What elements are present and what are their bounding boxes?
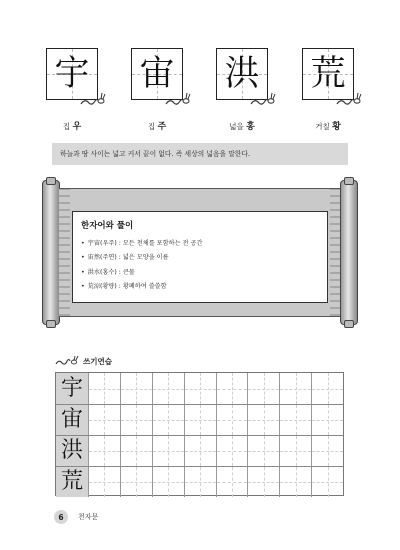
glossary-title: 한자어와 풀이 xyxy=(81,221,134,231)
page-number: 6 xyxy=(54,510,68,524)
practice-row xyxy=(56,435,343,466)
practice-row xyxy=(56,466,343,497)
rabbit-brush-icon xyxy=(164,92,192,108)
reading-meaning: 집 xyxy=(147,122,156,131)
glossary-item: • 宇宙(우주) : 모든 천체를 포함하는 전 공간 xyxy=(81,238,319,247)
glossary-item: • 洪水(홍수) : 큰물 xyxy=(81,267,319,276)
reading-1 xyxy=(42,119,102,132)
practice-heading xyxy=(55,354,112,368)
practice-blank-cell xyxy=(279,436,311,466)
practice-blank-cell xyxy=(247,467,279,497)
glossary-item: • 宙然(주연) : 넓은 모양을 이름 xyxy=(81,252,319,261)
hanja-char: 宇 xyxy=(54,53,90,94)
practice-blank-cell xyxy=(216,467,248,497)
practice-blank-cell xyxy=(247,405,279,435)
reading-sound: 황 xyxy=(332,122,341,132)
practice-blank-cell xyxy=(311,373,343,404)
practice-title: 쓰기연습 xyxy=(83,356,112,366)
page-footer xyxy=(54,510,98,524)
practice-blank-cell xyxy=(152,373,184,404)
practice-blank-cell xyxy=(120,405,152,435)
reading-meaning: 거칠 xyxy=(315,122,330,131)
practice-grid xyxy=(55,372,344,496)
reading-sound: 홍 xyxy=(246,122,255,132)
glossary-panel xyxy=(72,211,328,303)
practice-model-cell xyxy=(56,436,88,466)
hanja-char: 洪 xyxy=(224,53,260,94)
rabbit-brush-icon xyxy=(335,92,363,108)
practice-blank-cell xyxy=(120,467,152,497)
reading-sound: 우 xyxy=(72,122,82,132)
scroll-roller-left xyxy=(42,180,60,325)
practice-blank-cell xyxy=(216,405,248,435)
hanja-readings xyxy=(46,119,354,133)
practice-blank-cell xyxy=(279,373,311,404)
practice-row xyxy=(56,373,343,404)
scroll-frame xyxy=(42,180,358,325)
hanja-char: 荒 xyxy=(310,53,346,94)
practice-blank-cell xyxy=(216,436,248,466)
reading-3 xyxy=(212,119,272,132)
hanja-card-1 xyxy=(46,48,98,100)
practice-blank-cell xyxy=(120,436,152,466)
practice-model-char: 洪 xyxy=(60,438,83,463)
practice-model-cell xyxy=(56,467,88,497)
practice-blank-cell xyxy=(279,405,311,435)
practice-blank-cell xyxy=(184,467,216,497)
practice-blank-cell xyxy=(152,467,184,497)
glossary-list xyxy=(81,238,319,290)
practice-blank-cell xyxy=(311,405,343,435)
practice-blank-cell xyxy=(120,373,152,404)
practice-blank-cell xyxy=(216,373,248,404)
practice-blank-cell xyxy=(184,405,216,435)
rabbit-brush-icon xyxy=(249,92,277,108)
practice-model-char: 荒 xyxy=(60,469,83,494)
practice-blank-cell xyxy=(152,436,184,466)
glossary-item: • 荒涼(황량) : 황폐하여 쓸쓸함 xyxy=(81,281,319,290)
reading-meaning: 집 xyxy=(62,122,71,131)
practice-blank-cell xyxy=(279,467,311,497)
practice-blank-cell xyxy=(88,405,120,435)
practice-blank-cell xyxy=(311,436,343,466)
reading-meaning: 넓을 xyxy=(229,122,244,131)
practice-model-char: 宇 xyxy=(60,375,83,401)
reading-4 xyxy=(298,119,358,132)
hanja-card-2 xyxy=(131,48,183,100)
book-title: 천자문 xyxy=(78,513,99,521)
practice-blank-cell xyxy=(88,373,120,404)
practice-blank-cell xyxy=(184,373,216,404)
practice-blank-cell xyxy=(152,405,184,435)
practice-model-char: 宙 xyxy=(60,407,83,432)
hanja-card-3 xyxy=(216,48,268,100)
practice-blank-cell xyxy=(247,436,279,466)
practice-blank-cell xyxy=(184,436,216,466)
scroll-roller-right xyxy=(340,180,358,325)
practice-model-cell xyxy=(56,373,88,404)
rabbit-brush-icon xyxy=(79,92,107,108)
hanja-card-4 xyxy=(302,48,354,100)
meaning-banner: 하늘과 땅 사이는 넓고 커서 끝이 없다. 즉 세상의 넓음을 말한다. xyxy=(52,143,348,165)
practice-blank-cell xyxy=(88,436,120,466)
scroll-paper xyxy=(59,188,341,317)
rabbit-brush-icon xyxy=(55,355,79,367)
practice-blank-cell xyxy=(88,467,120,497)
practice-row xyxy=(56,404,343,435)
hanja-char: 宙 xyxy=(139,53,175,94)
reading-sound: 주 xyxy=(157,122,167,132)
practice-model-cell xyxy=(56,405,88,435)
hanja-cards xyxy=(46,48,354,110)
practice-blank-cell xyxy=(247,373,279,404)
practice-blank-cell xyxy=(311,467,343,497)
reading-2 xyxy=(127,119,187,132)
